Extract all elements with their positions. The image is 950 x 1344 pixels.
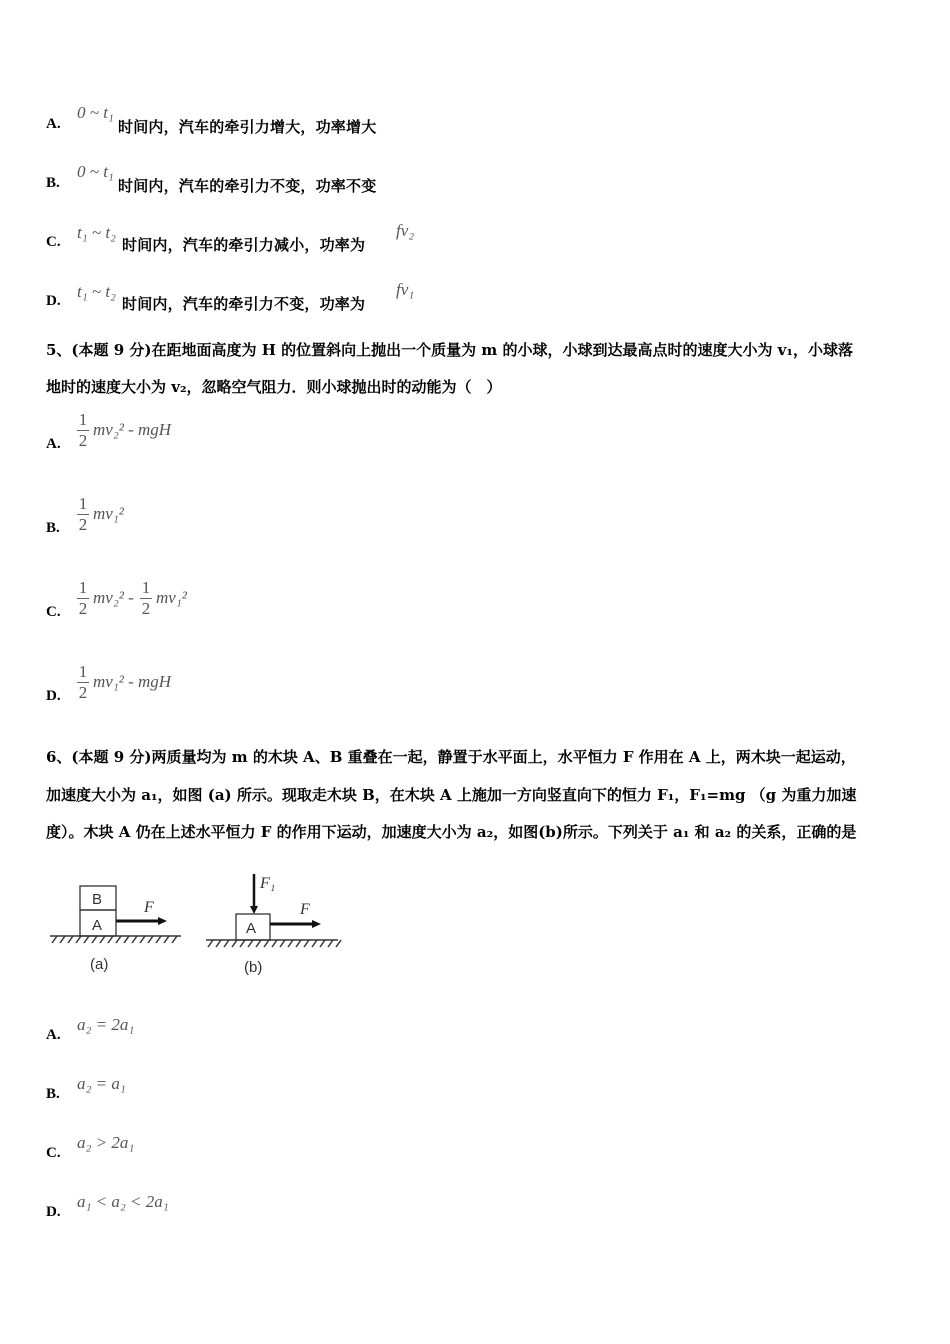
hatch-mark (68, 936, 73, 943)
block-a-label: A (92, 917, 103, 934)
option-letter: C. (46, 604, 61, 620)
q6-stem-line3: 度）。木块 A 仍在上述水平恒力 F 的作用下运动，加速度大小为 a₂，如图(b)所示。下列关于 a₁ 和 a₂ 的关系，正确的是 (46, 823, 857, 841)
frac-num: 1 (78, 410, 88, 429)
hatch-mark (272, 940, 277, 947)
math-expr: a₂ > 2a₁ (77, 1133, 135, 1152)
option-letter: D. (46, 1204, 61, 1220)
hatch-mark (224, 940, 229, 947)
block-b-label: B (92, 891, 103, 908)
q6-figure (46, 868, 346, 980)
hatch-mark (336, 940, 341, 947)
ground-hatch (208, 940, 341, 947)
q5-stem-line1: 5、(本题 9 分)在距地面高度为 H 的位置斜向上抛出一个质量为 m 的小球，小球到达最高点时的速度大小为 v₁，小球落 (46, 341, 853, 359)
hatch-mark (108, 936, 113, 943)
q6-stem-line1: 6、(本题 9 分)两质量均为 m 的木块 A、B 重叠在一起，静置于水平面上，水平恒力 F 作用在 A 上，两木块一起运动， (46, 748, 856, 766)
hatch-mark (240, 940, 245, 947)
math-expr: t₁ ~ t₂ (77, 282, 116, 301)
force-label: F (144, 899, 154, 916)
option-text: 时间内，汽车的牵引力增大，功率增大 (118, 118, 377, 136)
hatch-mark (52, 936, 57, 943)
option-letter: B. (46, 1086, 60, 1102)
hatch-mark (172, 936, 177, 943)
hatch-mark (304, 940, 309, 947)
hatch-mark (296, 940, 301, 947)
hatch-mark (256, 940, 261, 947)
hatch-mark (320, 940, 325, 947)
hatch-mark (76, 936, 81, 943)
hatch-mark (84, 936, 89, 943)
option-letter: A. (46, 116, 61, 132)
option-letter: A. (46, 436, 61, 452)
q5-stem-line2: 地时的速度大小为 v₂，忽略空气阻力．则小球抛出时的动能为（ ） (46, 378, 502, 396)
force1-label: F₁ (260, 875, 276, 892)
frac-den: 2 (78, 683, 88, 702)
frac-den: 2 (78, 515, 88, 534)
math-expr: mv₂² - (93, 588, 134, 607)
force1-arrowhead (250, 906, 258, 914)
math-expr: a₂ = 2a₁ (77, 1015, 135, 1034)
hatch-mark (248, 940, 253, 947)
math-expr: mv₁² (156, 588, 187, 607)
force-arrowhead (158, 917, 167, 925)
fraction (77, 578, 89, 619)
hatch-mark (232, 940, 237, 947)
hatch-mark (328, 940, 333, 947)
block-a-label: A (246, 920, 257, 937)
option-letter: B. (46, 175, 60, 191)
force-label: F (300, 901, 310, 918)
math-expr: 0 ~ t₁ (77, 103, 114, 122)
hatch-mark (60, 936, 65, 943)
hatch-mark (208, 940, 213, 947)
hatch-mark (164, 936, 169, 943)
frac-den: 2 (78, 599, 88, 618)
option-text: 时间内，汽车的牵引力不变，功率不变 (118, 177, 377, 195)
hatch-mark (288, 940, 293, 947)
option-text: 时间内，汽车的牵引力不变，功率为 (122, 295, 366, 313)
hatch-mark (100, 936, 105, 943)
math-expr: a₂ = a₁ (77, 1074, 126, 1093)
figure-b-label: (b) (244, 959, 263, 976)
math-expr: t₁ ~ t₂ (77, 223, 116, 242)
figure-a-label: (a) (90, 956, 109, 973)
math-expr: fv₁ (396, 280, 415, 299)
hatch-mark (216, 940, 221, 947)
hatch-mark (156, 936, 161, 943)
fraction (77, 494, 89, 535)
hatch-mark (132, 936, 137, 943)
math-expr: 0 ~ t₁ (77, 162, 114, 181)
frac-den: 2 (78, 431, 88, 450)
hatch-mark (312, 940, 317, 947)
fraction (140, 578, 152, 619)
hatch-mark (264, 940, 269, 947)
figure-b (206, 874, 341, 976)
force-arrowhead (312, 920, 321, 928)
figure-a (50, 886, 181, 973)
option-letter: D. (46, 293, 61, 309)
hatch-mark (140, 936, 145, 943)
math-expr: mv₂² - mgH (93, 420, 172, 439)
option-letter: B. (46, 520, 60, 536)
math-expr: a₁ < a₂ < 2a₁ (77, 1192, 169, 1211)
math-expr: mv₁² (93, 504, 124, 523)
ground-hatch (52, 936, 177, 943)
option-letter: C. (46, 234, 61, 250)
frac-num: 1 (141, 578, 151, 597)
option-text: 时间内，汽车的牵引力减小，功率为 (122, 236, 366, 254)
hatch-mark (92, 936, 97, 943)
hatch-mark (280, 940, 285, 947)
frac-den: 2 (141, 599, 151, 618)
option-letter: A. (46, 1027, 61, 1043)
hatch-mark (124, 936, 129, 943)
math-expr: fv₂ (396, 221, 415, 240)
fraction (77, 410, 89, 451)
fraction (77, 662, 89, 703)
hatch-mark (148, 936, 153, 943)
frac-num: 1 (78, 662, 88, 681)
math-expr: mv₁² - mgH (93, 672, 172, 691)
option-letter: C. (46, 1145, 61, 1161)
frac-num: 1 (78, 494, 88, 513)
option-letter: D. (46, 688, 61, 704)
frac-num: 1 (78, 578, 88, 597)
hatch-mark (116, 936, 121, 943)
q6-stem-line2: 加速度大小为 a₁，如图 (a) 所示。现取走木块 B，在木块 A 上施加一方向竖直向下的恒力 F₁，F₁=mg （g 为重力加速 (46, 786, 857, 804)
